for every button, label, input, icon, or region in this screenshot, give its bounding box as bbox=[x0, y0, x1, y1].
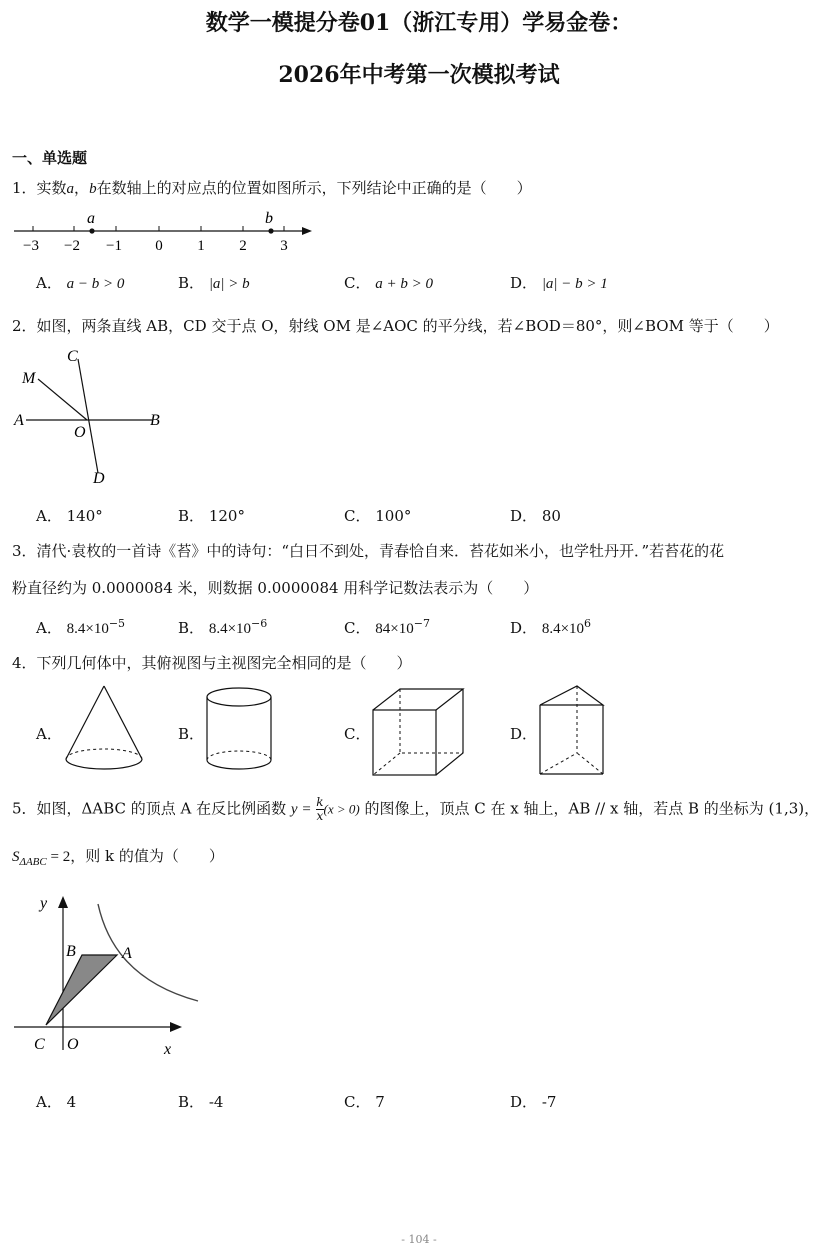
q5-option-c[interactable]: C． 7 bbox=[344, 1093, 385, 1111]
label-y: y bbox=[40, 895, 48, 912]
q3-option-a[interactable]: A． $8.4\times 10^{-5}$ bbox=[36, 617, 126, 637]
q2-figure bbox=[10, 345, 180, 495]
triangle-abc bbox=[46, 955, 117, 1025]
label-d: D bbox=[93, 470, 105, 487]
point-b-label: b bbox=[265, 210, 273, 227]
point-a bbox=[89, 228, 94, 233]
q3-option-c[interactable]: C． $84\times 10^{-7}$ bbox=[344, 617, 430, 637]
q1-option-c[interactable]: C． a + b > 0 bbox=[344, 274, 434, 292]
q2-option-d[interactable]: D． 80 bbox=[510, 507, 561, 525]
line-cd bbox=[78, 359, 98, 473]
doc-title-line2: 2026年中考第一次模拟考试 bbox=[278, 62, 560, 88]
q4-option-b[interactable]: B． bbox=[178, 725, 205, 743]
q5-stem-line1: 5．如图，ΔABC 的顶点 A 在反比例函数 y = $\frac{k}{x}$ (x > 0) 的图像上，顶点 C 在 x 轴上，AB // x 轴，若点 B 的坐标为 (1,3)， bbox=[12, 795, 820, 823]
label-b: B bbox=[150, 412, 160, 429]
tick-label: 2 bbox=[239, 238, 247, 254]
hyperbola-curve bbox=[98, 904, 198, 1001]
q3-option-d[interactable]: D． $8.4\times 10^6$ bbox=[510, 617, 592, 637]
q1-option-d[interactable]: D． |a| − b > 1 bbox=[510, 274, 608, 292]
q5-option-d[interactable]: D． -7 bbox=[510, 1093, 557, 1111]
q3-stem-line2: 粉直径约为 0.0000084 米，则数据 0.0000084 用科学记数法表示为（ ） bbox=[12, 579, 539, 597]
label-o: O bbox=[74, 424, 86, 441]
q4-stem: 4．下列几何体中，其俯视图与主视图完全相同的是（ ） bbox=[12, 654, 412, 672]
q2-option-b[interactable]: B． 120° bbox=[178, 507, 245, 525]
tick-label: 0 bbox=[155, 238, 163, 254]
q1-option-b[interactable]: B． |a| > b bbox=[178, 274, 250, 292]
q1-stem: 1．实数a，b在数轴上的对应点的位置如图所示，下列结论中正确的是（ ） bbox=[12, 179, 532, 197]
q4-option-c[interactable]: C． bbox=[344, 725, 371, 743]
label-o: O bbox=[67, 1036, 79, 1053]
q5-stem-line2: $S_{\Delta ABC} = 2$，则 k 的值为（ ） bbox=[12, 847, 224, 868]
q4-option-a[interactable]: A． bbox=[36, 725, 62, 743]
q3-stem-line1: 3．清代·袁枚的一首诗《苔》中的诗句：“白日不到处，青春恰自来．苔花如米小，也学牡丹开．”若苔花的花 bbox=[12, 542, 725, 560]
tick-label: 3 bbox=[280, 238, 288, 254]
label-m: M bbox=[22, 370, 36, 387]
q1-option-a[interactable]: A． a − b > 0 bbox=[36, 274, 125, 292]
q4-option-d[interactable]: D． bbox=[510, 725, 538, 743]
cube-figure[interactable] bbox=[370, 686, 470, 781]
q5-option-b[interactable]: B． -4 bbox=[178, 1093, 224, 1111]
triangular-prism-figure[interactable] bbox=[536, 683, 616, 783]
q2-stem: 2．如图，两条直线 AB，CD 交于点 O，射线 OM 是∠AOC 的平分线，若∠BOD＝80°，则∠BOM 等于（ ） bbox=[12, 317, 779, 335]
q2-option-a[interactable]: A． 140° bbox=[36, 507, 103, 525]
q5-option-a[interactable]: A． 4 bbox=[36, 1093, 77, 1111]
q2-option-c[interactable]: C． 100° bbox=[344, 507, 412, 525]
tick-label: 1 bbox=[197, 238, 205, 254]
cone-figure[interactable] bbox=[60, 680, 150, 775]
doc-title-line1: 数学一模提分卷01（浙江专用）学易金卷： bbox=[205, 10, 633, 36]
section-heading: 一、单选题 bbox=[12, 149, 88, 167]
label-c: C bbox=[67, 348, 78, 365]
ray-om bbox=[38, 379, 87, 420]
label-a: A bbox=[14, 412, 24, 429]
tick-label: −3 bbox=[23, 238, 39, 254]
q3-option-b[interactable]: B． $8.4\times 10^{-6}$ bbox=[178, 617, 268, 637]
tick-label: −2 bbox=[64, 238, 80, 254]
label-c: C bbox=[34, 1036, 45, 1053]
point-a-label: a bbox=[87, 210, 95, 227]
cylinder-figure[interactable] bbox=[203, 685, 283, 780]
page-number: - 104 - bbox=[401, 1233, 437, 1246]
tick-label: −1 bbox=[106, 238, 122, 254]
label-b: B bbox=[66, 943, 76, 960]
label-x: x bbox=[164, 1041, 172, 1058]
label-a: A bbox=[122, 945, 132, 962]
fraction-k-over-x: $\frac{k}{x}$ bbox=[316, 795, 324, 823]
q1-number-line bbox=[10, 205, 330, 255]
point-b bbox=[268, 228, 273, 233]
q5-figure bbox=[10, 890, 210, 1065]
